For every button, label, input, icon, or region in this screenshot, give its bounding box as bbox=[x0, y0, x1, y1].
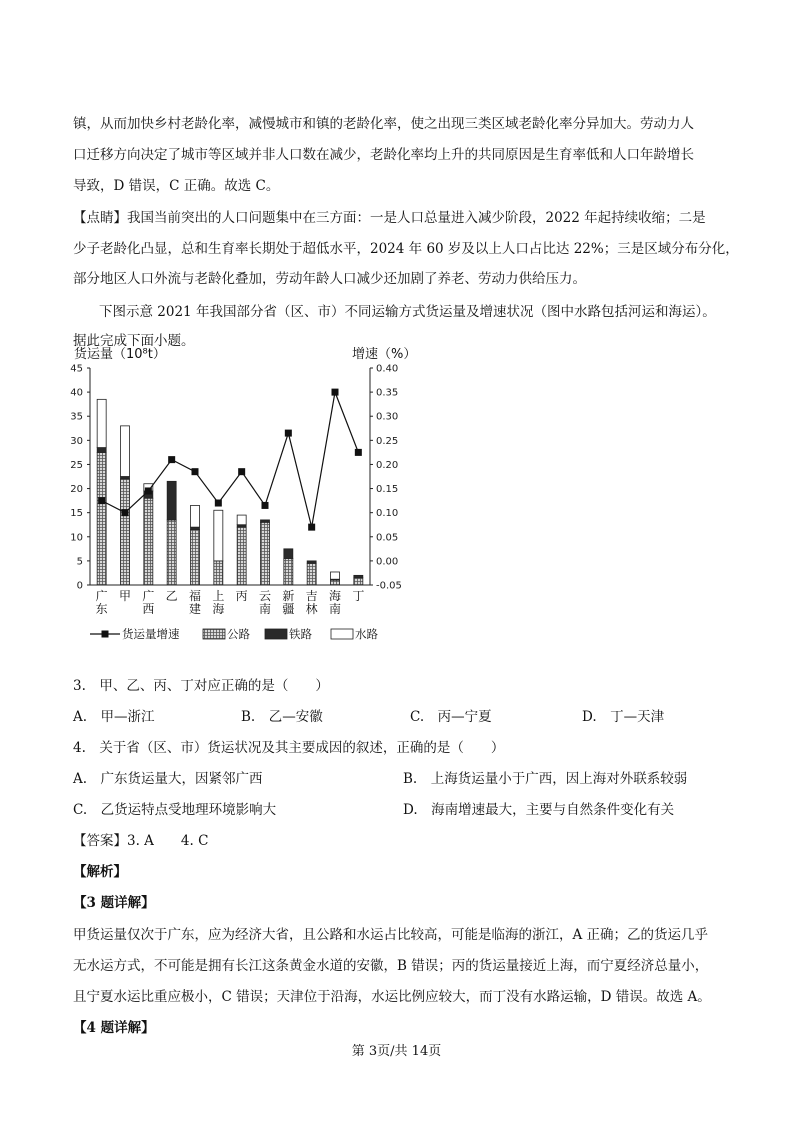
highway-bar bbox=[144, 498, 153, 585]
category-label: 新 bbox=[282, 589, 295, 603]
growth-rate-point bbox=[98, 497, 105, 504]
text-line: 无水运方式，不可能是拥有长江这条黄金水道的安徽，B 错误；丙的货运量接近上海，而宁夏经济总量小， bbox=[73, 958, 709, 974]
waterway-bar bbox=[214, 510, 223, 561]
legend-label: 水路 bbox=[355, 627, 378, 641]
growth-rate-point bbox=[308, 524, 315, 531]
highway-bar bbox=[261, 522, 270, 585]
page-footer: 第 3页/共 14页 bbox=[351, 1044, 442, 1059]
category-label: 疆 bbox=[282, 602, 295, 616]
growth-rate-point bbox=[215, 500, 222, 507]
highway-bar bbox=[167, 520, 176, 585]
legend-label: 货运量增速 bbox=[122, 627, 180, 641]
railway-bar bbox=[354, 575, 363, 577]
highway-bar bbox=[237, 527, 246, 585]
category-label: 西 bbox=[142, 602, 155, 616]
category-label: 吉 bbox=[305, 589, 318, 603]
text-line: 且宁夏水运比重应极小，C 错误；天津位于沿海，水运比例应较大，而丁没有水路运输，D 错误。故选 A。 bbox=[73, 989, 711, 1005]
category-label: 福 bbox=[188, 589, 202, 603]
highway-bar bbox=[191, 530, 200, 585]
growth-rate-point bbox=[192, 468, 199, 475]
category-label: 云 bbox=[258, 589, 272, 603]
category-label: 建 bbox=[188, 602, 202, 616]
railway-bar bbox=[261, 520, 270, 522]
text-line: 【点睛】我国当前突出的人口问题集中在三方面：一是人口总量进入减少阶段，2022 年起持续收缩；二是 bbox=[73, 210, 706, 226]
option-d[interactable]: D. 丁—天津 bbox=[582, 709, 665, 725]
left-tick-label: 25 bbox=[70, 459, 83, 471]
right-tick-label: 0.00 bbox=[376, 556, 399, 568]
right-tick-label: 0.10 bbox=[376, 508, 399, 520]
category-label: 丁 bbox=[352, 589, 365, 603]
railway-bar bbox=[284, 549, 293, 559]
legend-label: 铁路 bbox=[289, 627, 312, 641]
left-tick-label: 40 bbox=[70, 387, 83, 399]
right-tick-label: 0.40 bbox=[376, 363, 399, 375]
waterway-bar bbox=[97, 399, 106, 447]
right-tick-label: 0.30 bbox=[376, 411, 399, 423]
left-axis-title: 货运量（10⁸t） bbox=[74, 347, 166, 362]
right-tick-label: 0.35 bbox=[376, 387, 399, 399]
option-b[interactable]: B. 上海货运量小于广西，因上海对外联系较弱 bbox=[403, 771, 688, 787]
text-line: 口迁移方向决定了城市等区域并非人口数在减少，老龄化率均上升的共同原因是生育率低和人口年龄增长 bbox=[73, 147, 694, 163]
category-label: 甲 bbox=[118, 589, 132, 603]
highway-bar bbox=[284, 558, 293, 585]
q3-detail-heading: 【3 题详解】 bbox=[73, 895, 155, 911]
category-label: 林 bbox=[305, 602, 318, 616]
option-b[interactable]: B. 乙—安徽 bbox=[241, 709, 323, 725]
left-tick-label: 20 bbox=[70, 484, 83, 496]
waterway-bar bbox=[191, 505, 200, 527]
text-line: 导致，D 错误，C 正确。故选 C。 bbox=[73, 178, 280, 194]
analysis-heading: 【解析】 bbox=[73, 864, 127, 880]
growth-rate-point bbox=[168, 456, 175, 463]
highway-bar bbox=[354, 578, 363, 585]
growth-rate-point bbox=[285, 430, 292, 437]
question-stem: 3. 甲、乙、丙、丁对应正确的是（ ） bbox=[73, 678, 329, 694]
text-line: 镇，从而加快乡村老龄化率，减慢城市和镇的老龄化率，使之出现三类区域老龄化率分异加大。劳动力人 bbox=[73, 116, 694, 132]
growth-rate-point bbox=[238, 468, 245, 475]
answer-line: 【答案】3. A 4. C bbox=[73, 833, 209, 849]
right-tick-label: 0.05 bbox=[376, 532, 399, 544]
growth-rate-line bbox=[102, 392, 359, 527]
freight-chart bbox=[60, 338, 420, 650]
option-d[interactable]: D. 海南增速最大，主要与自然条件变化有关 bbox=[403, 802, 675, 818]
category-label: 海 bbox=[328, 589, 342, 603]
railway-bar bbox=[97, 448, 106, 453]
category-label: 广 bbox=[142, 589, 155, 603]
option-c[interactable]: C. 丙—宁夏 bbox=[410, 709, 492, 725]
highway-bar bbox=[214, 561, 223, 585]
railway-bar bbox=[167, 481, 176, 520]
intro-line: 据此完成下面小题。 bbox=[73, 333, 195, 349]
text-line: 甲货运量仅次于广东，应为经济大省，且公路和水运占比较高，可能是临海的浙江，A 正确；乙的货运几乎 bbox=[73, 927, 709, 943]
right-tick-label: 0.25 bbox=[376, 435, 399, 447]
left-tick-label: 30 bbox=[70, 435, 83, 447]
category-label: 南 bbox=[328, 602, 342, 616]
left-tick-label: 35 bbox=[70, 411, 83, 423]
legend-label: 公路 bbox=[227, 627, 250, 641]
text-line: 部分地区人口外流与老龄化叠加，劳动年龄人口减少还加剧了养老、劳动力供给压力。 bbox=[73, 271, 586, 287]
highway-bar bbox=[121, 479, 130, 585]
intro-line: 下图示意 2021 年我国部分省（区、市）不同运输方式货运量及增速状况（图中水路包括河运和海运）。 bbox=[99, 304, 716, 320]
legend-highway-swatch bbox=[203, 629, 225, 639]
legend-railway-swatch bbox=[265, 629, 287, 639]
waterway-bar bbox=[237, 515, 246, 525]
option-a[interactable]: A. 广东货运量大，因紧邻广西 bbox=[73, 771, 263, 787]
growth-rate-point bbox=[355, 449, 362, 456]
growth-rate-point bbox=[145, 487, 152, 494]
left-tick-label: 15 bbox=[70, 508, 83, 520]
railway-bar bbox=[307, 561, 316, 563]
category-label: 上 bbox=[212, 589, 225, 603]
left-tick-label: 10 bbox=[70, 532, 83, 544]
category-label: 广 bbox=[95, 589, 108, 603]
legend-line-marker bbox=[102, 631, 109, 638]
category-label: 海 bbox=[212, 602, 225, 616]
left-tick-label: 5 bbox=[76, 556, 83, 568]
question-stem: 4. 关于省（区、市）货运状况及其主要成因的叙述，正确的是（ ） bbox=[73, 740, 505, 756]
category-label: 乙 bbox=[165, 589, 178, 603]
category-label: 东 bbox=[95, 602, 108, 616]
waterway-bar bbox=[121, 426, 130, 477]
growth-rate-point bbox=[262, 502, 269, 509]
right-tick-label: 0.20 bbox=[376, 459, 399, 471]
q4-detail-heading: 【4 题详解】 bbox=[73, 1020, 155, 1036]
waterway-bar bbox=[331, 572, 340, 579]
right-tick-label: -0.05 bbox=[376, 580, 402, 592]
option-c[interactable]: C. 乙货运特点受地理环境影响大 bbox=[73, 802, 277, 818]
option-a[interactable]: A. 甲—浙江 bbox=[73, 709, 155, 725]
left-tick-label: 0 bbox=[76, 580, 83, 592]
text-line: 少子老龄化凸显，总和生育率长期处于超低水平，2024 年 60 岁及以上人口占比达 22%；三是区域分布分化， bbox=[73, 241, 739, 257]
category-label: 丙 bbox=[235, 589, 248, 603]
left-tick-label: 45 bbox=[70, 363, 83, 375]
legend-waterway-swatch bbox=[331, 629, 353, 639]
growth-rate-point bbox=[122, 509, 129, 516]
highway-bar bbox=[307, 563, 316, 585]
growth-rate-point bbox=[332, 389, 339, 396]
right-axis-title: 增速（%） bbox=[352, 347, 417, 362]
category-label: 南 bbox=[258, 602, 272, 616]
highway-bar bbox=[97, 452, 106, 585]
highway-bar bbox=[331, 580, 340, 585]
right-tick-label: 0.15 bbox=[376, 484, 399, 496]
